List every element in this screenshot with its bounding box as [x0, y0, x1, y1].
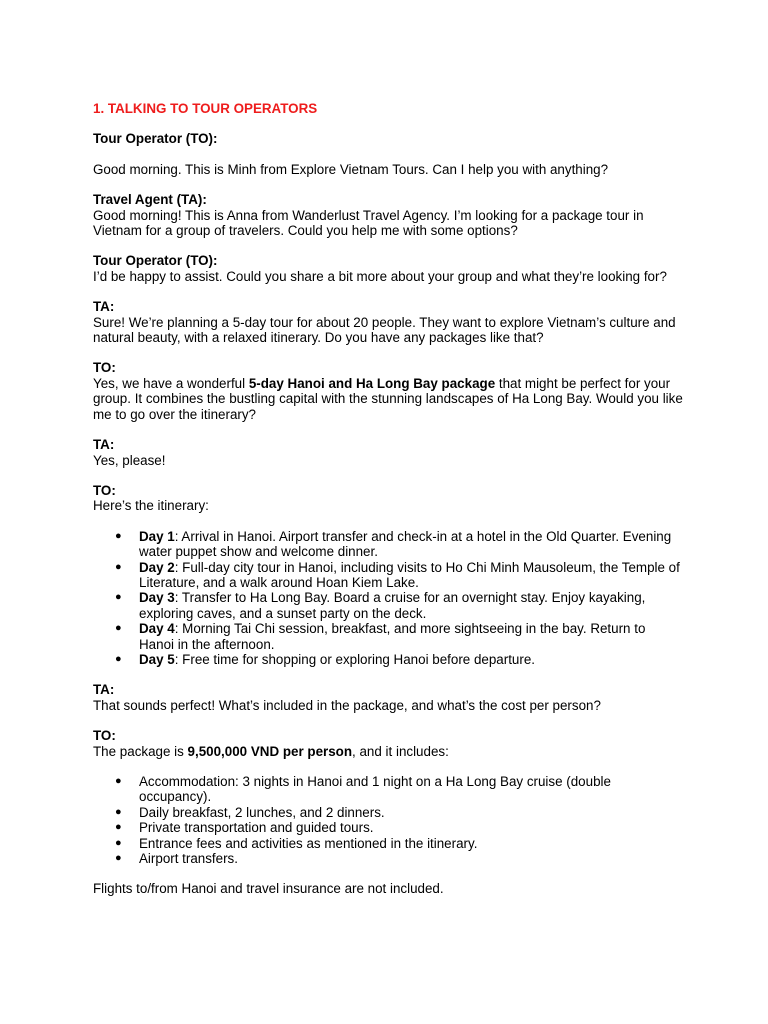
- list-item: [93, 851, 683, 866]
- day-label: Day 5: [139, 651, 175, 667]
- list-item: [93, 805, 683, 820]
- dialogue-text-part: that might be perfect for your group. It combines the bustling capital with the stunning landscapes of Ha Long Bay. Would you like me to go over the itinerary?: [93, 375, 683, 422]
- day-description: : Morning Tai Chi session, breakfast, and more sightseeing in the bay. Return to Hanoi in the afternoon.: [139, 621, 646, 652]
- package-price: 9,500,000 VND per person: [187, 743, 353, 759]
- dialogue-text: Sure! We’re planning a 5-day tour for about 20 people. They want to explore Vietnam’s culture and natural beauty, with a relaxed itinerary. Do you have any packages like that?: [93, 314, 676, 346]
- day-label: Day 2: [139, 559, 175, 575]
- itinerary-list: [93, 529, 683, 668]
- day-description: : Full-day city tour in Hanoi, including visits to Ho Chi Minh Mausoleum, the Temple of Literature, and a walk around Hoan Kiem Lake.: [139, 559, 680, 590]
- package-name: 5-day Hanoi and Ha Long Bay package: [248, 375, 496, 391]
- list-item: [93, 590, 683, 621]
- dialogue-text-part: Yes, we have a wonderful: [93, 375, 249, 391]
- bullet-icon: ●: [115, 836, 122, 849]
- bullet-icon: ●: [115, 622, 122, 635]
- dialogue-text: Good morning. This is Minh from Explore Vietnam Tours. Can I help you with anything?: [93, 161, 609, 177]
- inclusion-text: Accommodation: 3 nights in Hanoi and 1 night on a Ha Long Bay cruise (double occupancy).: [139, 774, 611, 805]
- dialogue-text: I’d be happy to assist. Could you share a bit more about your group and what they’re looking for?: [93, 268, 667, 284]
- document-page: [93, 101, 683, 912]
- inclusion-text: Daily breakfast, 2 lunches, and 2 dinners.: [139, 804, 385, 820]
- dialogue-text: That sounds perfect! What’s included in the package, and what’s the cost per person?: [93, 697, 601, 713]
- list-item: [93, 836, 683, 851]
- day-description: : Arrival in Hanoi. Airport transfer and check-in at a hotel in the Old Quarter. Evening water puppet show and welcome dinner.: [139, 528, 672, 560]
- dialogue-text: Yes, please!: [93, 452, 166, 468]
- dialogue-text-part: , and it includes:: [352, 743, 449, 759]
- inclusion-text: Private transportation and guided tours.: [139, 820, 374, 836]
- list-item: [93, 820, 683, 835]
- dialogue-text: Here’s the itinerary:: [93, 498, 209, 514]
- bullet-icon: ●: [115, 560, 122, 573]
- list-item: [93, 652, 683, 667]
- day-label: Day 3: [139, 590, 175, 606]
- inclusion-text: Entrance fees and activities as mentioned in the itinerary.: [139, 835, 478, 851]
- list-item: [93, 560, 683, 591]
- bullet-icon: ●: [115, 591, 122, 604]
- closing-note: Flights to/from Hanoi and travel insurance are not included.: [93, 881, 444, 897]
- day-description: : Free time for shopping or exploring Hanoi before departure.: [174, 651, 535, 667]
- dialogue-text-part: The package is: [93, 743, 188, 759]
- speaker-label: Travel Agent (TA):: [93, 192, 207, 208]
- inclusions-list: [93, 774, 683, 866]
- bullet-icon: ●: [115, 805, 122, 818]
- speaker-label: TO:: [93, 482, 116, 498]
- dialogue-text: [93, 376, 683, 422]
- speaker-label: Tour Operator (TO):: [93, 253, 218, 269]
- day-description: : Transfer to Ha Long Bay. Board a cruise for an overnight stay. Enjoy kayaking, exploring caves, and a sunset party on the deck.: [139, 590, 646, 621]
- bullet-icon: ●: [115, 852, 122, 865]
- dialogue-text: [93, 744, 683, 759]
- list-item: [93, 774, 683, 805]
- bullet-icon: ●: [115, 652, 122, 665]
- bullet-icon: ●: [115, 529, 122, 542]
- speaker-label: TA:: [93, 437, 115, 453]
- list-item: [93, 529, 683, 560]
- dialogue-text: Good morning! This is Anna from Wanderlust Travel Agency. I’m looking for a package tour in Vietnam for a group of travelers. Could you help me with some options?: [93, 207, 644, 239]
- bullet-icon: ●: [115, 775, 122, 787]
- day-label: Day 1: [139, 528, 175, 544]
- day-label: Day 4: [139, 621, 175, 637]
- speaker-label: Tour Operator (TO):: [93, 131, 218, 147]
- speaker-label: TA:: [93, 299, 115, 315]
- speaker-label: TO:: [93, 360, 116, 376]
- inclusion-text: Airport transfers.: [139, 851, 238, 867]
- list-item: [93, 621, 683, 652]
- bullet-icon: ●: [115, 821, 122, 834]
- speaker-label: TA:: [93, 682, 115, 698]
- section-heading: 1. TALKING TO TOUR OPERATORS: [93, 101, 318, 116]
- speaker-label: TO:: [93, 728, 116, 744]
